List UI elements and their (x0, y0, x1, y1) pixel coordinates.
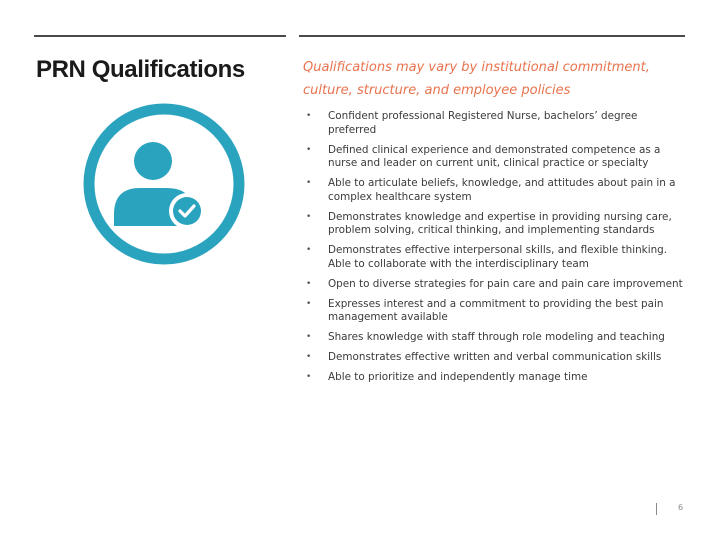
qualification-text: Demonstrates knowledge and expertise in providing nursing care, problem solving, critical thinking, and implementing standards (328, 210, 672, 236)
bullet-icon: • (306, 372, 312, 382)
list-item (306, 110, 686, 137)
content-divider-line (299, 35, 685, 37)
bullet-icon: • (306, 352, 312, 362)
list-item (306, 278, 686, 292)
qualifications-list (306, 110, 686, 391)
footer-divider (656, 503, 657, 515)
icon-ring (89, 109, 239, 259)
check-badge-icon (173, 197, 201, 225)
bullet-icon: • (306, 332, 312, 342)
bullet-icon: • (306, 245, 312, 255)
qualification-text: Demonstrates effective interpersonal skills, and flexible thinking. Able to collaborate with the interdisciplinary team (328, 244, 668, 270)
qualification-text: Open to diverse strategies for pain care and pain care improvement (328, 277, 683, 290)
bullet-icon: • (306, 111, 312, 121)
list-item (306, 371, 686, 385)
qualification-text: Able to articulate beliefs, knowledge, and attitudes about pain in a complex healthcare system (328, 177, 676, 203)
qualification-text: Shares knowledge with staff through role modeling and teaching (328, 331, 665, 343)
verified-user-icon (82, 102, 246, 266)
list-item (306, 144, 686, 171)
person-head-icon (134, 142, 172, 180)
qualification-text: Demonstrates effective written and verbal communication skills (328, 351, 662, 363)
list-item (306, 177, 686, 204)
list-item (306, 351, 686, 365)
bullet-icon: • (306, 178, 312, 188)
slide-title: PRN Qualifications (36, 56, 245, 83)
qualification-text: Defined clinical experience and demonstrated competence as a nurse and leader on current unit, clinical practice or specialty (328, 143, 661, 169)
bullet-icon: • (306, 278, 312, 289)
slide-subtitle: Qualifications may vary by institutional commitment, culture, structure, and employee policies (303, 60, 650, 98)
list-item (306, 331, 686, 345)
list-item (306, 244, 686, 271)
title-divider-line (34, 35, 286, 37)
qualification-text: Able to prioritize and independently manage time (328, 371, 588, 383)
list-item (306, 298, 686, 325)
page-number: 6 (678, 503, 684, 512)
qualification-text: Expresses interest and a commitment to providing the best pain management available (328, 297, 664, 323)
list-item (306, 211, 686, 238)
bullet-icon: • (306, 144, 312, 155)
qualification-text: Confident professional Registered Nurse, bachelors’ degree preferred (328, 110, 638, 136)
bullet-icon: • (306, 211, 312, 222)
bullet-icon: • (306, 298, 312, 309)
